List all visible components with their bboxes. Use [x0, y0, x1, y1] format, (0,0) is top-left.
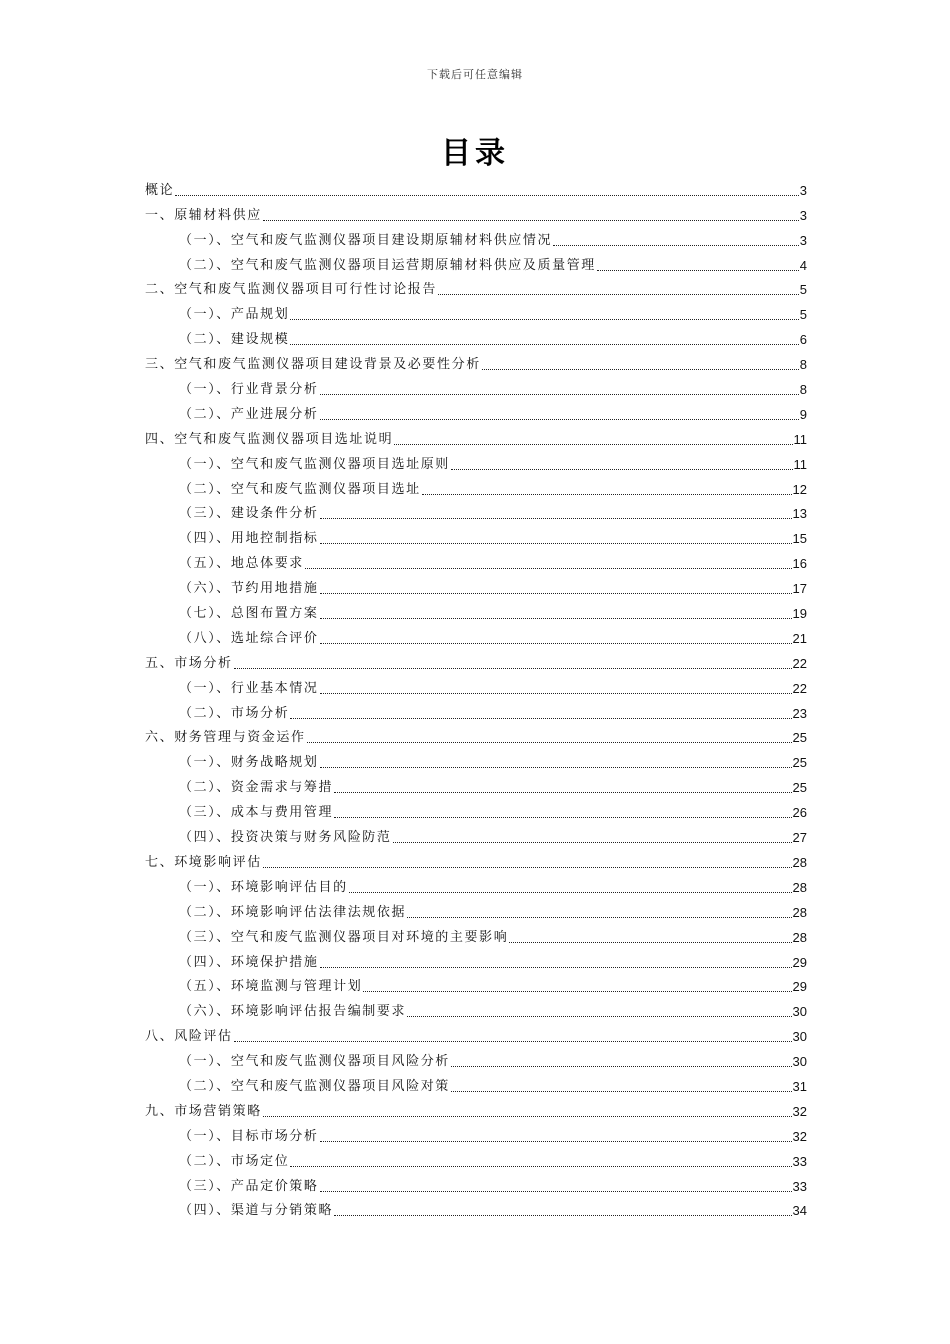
toc-dot-leader: [407, 917, 791, 918]
toc-entry-title: 九、市场营销策略: [145, 1103, 262, 1119]
toc-page-number: 29: [792, 979, 807, 995]
toc-page-number: 4: [799, 257, 807, 273]
toc-entry-title: （一）、产品规划: [179, 307, 290, 323]
toc-page-number: 22: [792, 680, 807, 696]
toc-page-number: 30: [792, 1054, 807, 1070]
toc-entry[interactable]: [145, 298, 807, 323]
toc-entry-title: （二）、空气和废气监测仪器项目风险对策: [179, 1078, 450, 1094]
toc-entry-title: （一）、空气和废气监测仪器项目选址原则: [179, 456, 450, 472]
toc-dot-leader: [363, 991, 791, 992]
toc-entry-title: （六）、环境影响评估报告编制要求: [179, 1004, 407, 1020]
toc-page-number: 28: [792, 904, 807, 920]
toc-entry[interactable]: [145, 373, 807, 398]
toc-dot-leader: [509, 942, 791, 943]
page-header-note: 下载后可任意编辑: [427, 68, 523, 81]
toc-entry[interactable]: [145, 871, 807, 896]
toc-entry-title: 概论: [145, 182, 175, 198]
toc-dot-leader: [349, 892, 792, 893]
toc-entry[interactable]: [145, 1095, 807, 1120]
toc-dot-leader: [263, 1116, 792, 1117]
toc-dot-leader: [175, 195, 799, 196]
toc-entry-title: （一）、财务战略规划: [179, 755, 319, 771]
toc-entry-title: （六）、节约用地措施: [179, 581, 319, 597]
toc-page-number: 34: [792, 1203, 807, 1219]
toc-entry[interactable]: [145, 274, 807, 299]
toc-entry[interactable]: [145, 1195, 807, 1220]
toc-entry-title: 一、原辅材料供应: [145, 207, 262, 223]
toc-entry[interactable]: [145, 473, 807, 498]
toc-entry-title: 四、空气和废气监测仪器项目选址说明: [145, 431, 394, 447]
toc-dot-leader: [290, 319, 798, 320]
toc-page-number: 13: [792, 506, 807, 522]
toc-entry[interactable]: [145, 249, 807, 274]
toc-dot-leader: [482, 369, 799, 370]
toc-dot-leader: [334, 792, 791, 793]
toc-dot-leader: [320, 419, 799, 420]
toc-entry-title: （一）、空气和废气监测仪器项目建设期原辅材料供应情况: [179, 232, 553, 248]
toc-dot-leader: [290, 344, 798, 345]
toc-entry[interactable]: [145, 498, 807, 523]
toc-entry[interactable]: [145, 1145, 807, 1170]
toc-dot-leader: [234, 668, 792, 669]
page-title: 目录: [441, 136, 509, 171]
toc-dot-leader: [394, 444, 792, 445]
toc-page-number: 15: [792, 531, 807, 547]
toc-dot-leader: [320, 1191, 792, 1192]
toc-entry[interactable]: [145, 647, 807, 672]
toc-dot-leader: [320, 767, 792, 768]
toc-page-number: 3: [799, 232, 807, 248]
toc-entry-title: （八）、选址综合评价: [179, 630, 319, 646]
toc-entry[interactable]: [145, 448, 807, 473]
toc-page-number: 3: [799, 182, 807, 198]
toc-entry[interactable]: [145, 348, 807, 373]
toc-entry-title: （四）、环境保护措施: [179, 954, 319, 970]
toc-entry-title: （一）、环境影响评估目的: [179, 879, 348, 895]
toc-page-number: 25: [792, 780, 807, 796]
toc-entry-title: （三）、空气和废气监测仪器项目对环境的主要影响: [179, 929, 509, 945]
toc-page-number: 3: [799, 207, 807, 223]
toc-entry-title: （二）、市场定位: [179, 1153, 290, 1169]
toc-dot-leader: [305, 568, 792, 569]
toc-entry[interactable]: [145, 1070, 807, 1095]
toc-entry[interactable]: [145, 1020, 807, 1045]
toc-page-number: 23: [792, 705, 807, 721]
toc-entry-title: （二）、空气和废气监测仪器项目运营期原辅材料供应及质量管理: [179, 257, 596, 273]
toc-dot-leader: [307, 742, 792, 743]
toc-entry[interactable]: [145, 672, 807, 697]
toc-page-number: 25: [792, 755, 807, 771]
toc-dot-leader: [320, 543, 792, 544]
toc-page-number: 19: [792, 606, 807, 622]
toc-entry-title: （二）、环境影响评估法律法规依据: [179, 904, 407, 920]
toc-page-number: 30: [792, 1004, 807, 1020]
toc-entry[interactable]: [145, 697, 807, 722]
toc-dot-leader: [263, 867, 792, 868]
toc-page-number: 8: [799, 382, 807, 398]
toc-page-number: 11: [793, 431, 807, 447]
toc-entry-title: 三、空气和废气监测仪器项目建设背景及必要性分析: [145, 357, 481, 373]
toc-page-number: 6: [799, 332, 807, 348]
toc-dot-leader: [320, 967, 792, 968]
toc-entry[interactable]: [145, 846, 807, 871]
toc-dot-leader: [320, 618, 792, 619]
toc-dot-leader: [263, 220, 799, 221]
toc-entry-title: （二）、产业进展分析: [179, 406, 319, 422]
toc-entry[interactable]: [145, 722, 807, 747]
toc-dot-leader: [553, 245, 799, 246]
table-of-contents: [145, 174, 807, 1219]
toc-dot-leader: [320, 643, 792, 644]
toc-page-number: 32: [792, 1128, 807, 1144]
toc-entry-title: （四）、用地控制指标: [179, 531, 319, 547]
toc-entry-title: （二）、空气和废气监测仪器项目选址: [179, 481, 421, 497]
toc-dot-leader: [320, 693, 792, 694]
toc-entry-title: （二）、资金需求与筹措: [179, 780, 334, 796]
toc-page-number: 28: [792, 854, 807, 870]
toc-entry-title: （三）、建设条件分析: [179, 506, 319, 522]
toc-page-number: 31: [792, 1078, 807, 1094]
toc-entry[interactable]: [145, 796, 807, 821]
toc-dot-leader: [234, 1041, 792, 1042]
toc-entry[interactable]: [145, 746, 807, 771]
toc-page-number: 26: [792, 805, 807, 821]
toc-dot-leader: [290, 1166, 791, 1167]
toc-dot-leader: [320, 593, 792, 594]
toc-dot-leader: [451, 1066, 792, 1067]
toc-entry[interactable]: [145, 572, 807, 597]
toc-dot-leader: [334, 1215, 791, 1216]
toc-page-number: 33: [792, 1153, 807, 1169]
toc-entry[interactable]: [145, 398, 807, 423]
toc-entry[interactable]: [145, 597, 807, 622]
toc-entry-title: （一）、目标市场分析: [179, 1128, 319, 1144]
toc-entry-title: （三）、成本与费用管理: [179, 805, 334, 821]
toc-dot-leader: [320, 394, 799, 395]
toc-page-number: 22: [792, 655, 807, 671]
toc-entry-title: （七）、总图布置方案: [179, 606, 319, 622]
toc-page-number: 11: [793, 456, 807, 472]
toc-page-number: 21: [792, 630, 807, 646]
toc-entry-title: （五）、环境监测与管理计划: [179, 979, 363, 995]
toc-page-number: 8: [799, 357, 807, 373]
toc-page-number: 17: [792, 581, 807, 597]
toc-dot-leader: [320, 1141, 792, 1142]
toc-dot-leader: [597, 270, 799, 271]
toc-page-number: 12: [792, 481, 807, 497]
toc-entry-title: （一）、行业基本情况: [179, 680, 319, 696]
toc-entry[interactable]: [145, 199, 807, 224]
toc-entry-title: （四）、投资决策与财务风险防范: [179, 830, 392, 846]
toc-entry[interactable]: [145, 174, 807, 199]
toc-entry-title: （二）、市场分析: [179, 705, 290, 721]
toc-entry[interactable]: [145, 423, 807, 448]
toc-page-number: 5: [799, 307, 807, 323]
toc-dot-leader: [320, 518, 792, 519]
toc-entry-title: 七、环境影响评估: [145, 854, 262, 870]
toc-entry[interactable]: [145, 1170, 807, 1195]
toc-entry[interactable]: [145, 522, 807, 547]
toc-entry-title: （二）、建设规模: [179, 332, 290, 348]
toc-entry-title: （五）、地总体要求: [179, 556, 304, 572]
toc-entry[interactable]: [145, 771, 807, 796]
toc-page-number: 5: [799, 282, 807, 298]
toc-entry[interactable]: [145, 995, 807, 1020]
toc-entry[interactable]: [145, 622, 807, 647]
toc-page-number: 32: [792, 1103, 807, 1119]
toc-dot-leader: [290, 718, 791, 719]
toc-page-number: 9: [799, 406, 807, 422]
toc-entry-title: （一）、空气和废气监测仪器项目风险分析: [179, 1054, 450, 1070]
toc-entry[interactable]: [145, 921, 807, 946]
toc-entry[interactable]: [145, 323, 807, 348]
toc-entry[interactable]: [145, 1045, 807, 1070]
toc-dot-leader: [393, 842, 792, 843]
toc-entry-title: 二、空气和废气监测仪器项目可行性讨论报告: [145, 282, 438, 298]
toc-entry[interactable]: [145, 821, 807, 846]
toc-page-number: 16: [792, 556, 807, 572]
toc-page-number: 28: [792, 929, 807, 945]
toc-entry-title: （三）、产品定价策略: [179, 1178, 319, 1194]
toc-page-number: 33: [792, 1178, 807, 1194]
toc-dot-leader: [422, 494, 792, 495]
toc-dot-leader: [334, 817, 791, 818]
toc-entry-title: 五、市场分析: [145, 655, 233, 671]
toc-entry[interactable]: [145, 896, 807, 921]
toc-entry[interactable]: [145, 224, 807, 249]
toc-entry[interactable]: [145, 1120, 807, 1145]
toc-entry-title: （一）、行业背景分析: [179, 382, 319, 398]
toc-dot-leader: [451, 1091, 792, 1092]
toc-page-number: 28: [792, 879, 807, 895]
toc-entry-title: 六、财务管理与资金运作: [145, 730, 306, 746]
toc-dot-leader: [407, 1016, 791, 1017]
toc-page-number: 29: [792, 954, 807, 970]
toc-entry[interactable]: [145, 946, 807, 971]
toc-page-number: 27: [792, 830, 807, 846]
toc-dot-leader: [451, 469, 793, 470]
toc-entry[interactable]: [145, 547, 807, 572]
toc-entry-title: 八、风险评估: [145, 1029, 233, 1045]
toc-entry-title: （四）、渠道与分销策略: [179, 1203, 334, 1219]
toc-page-number: 30: [792, 1029, 807, 1045]
toc-entry[interactable]: [145, 971, 807, 996]
toc-dot-leader: [438, 294, 799, 295]
toc-page-number: 25: [792, 730, 807, 746]
